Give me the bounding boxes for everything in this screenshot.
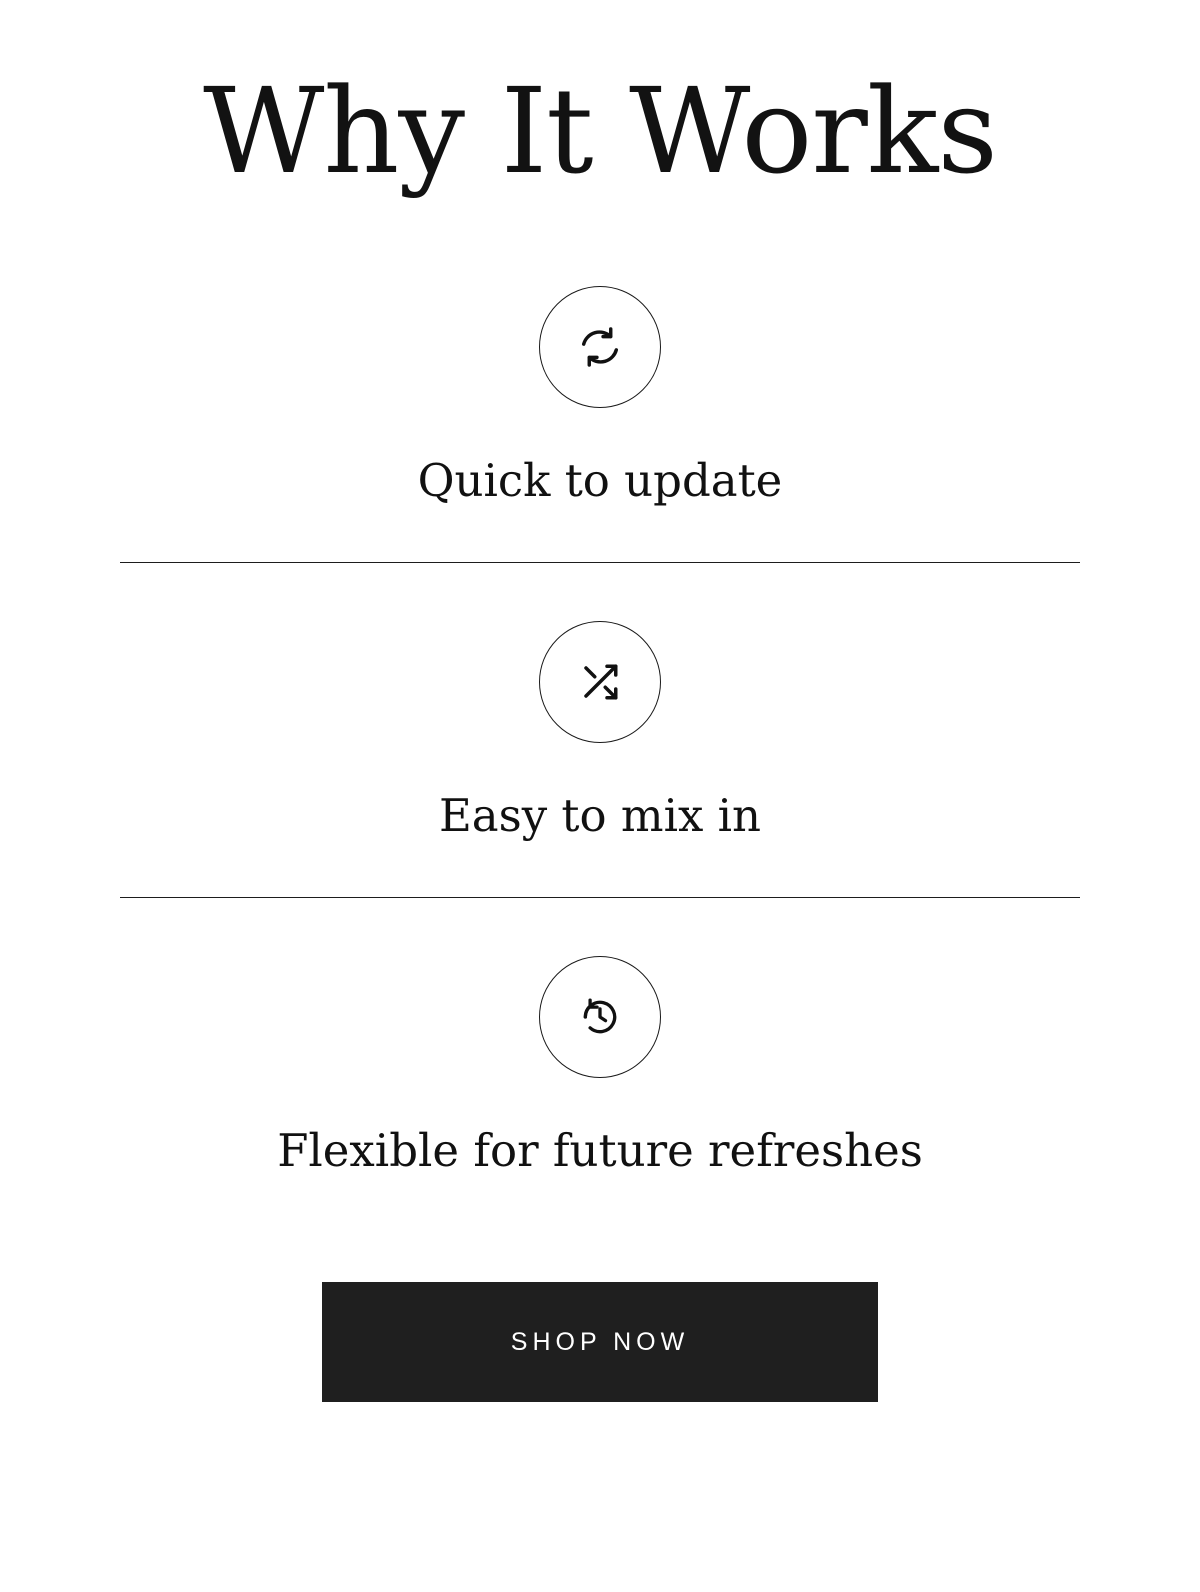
feature-label: Quick to update [417,454,783,507]
clock-rotate-icon [539,956,661,1078]
divider [120,562,1080,563]
feature-list [120,286,1080,1178]
refresh-cycle-icon [539,286,661,408]
cta-container [0,1282,1200,1402]
divider [120,897,1080,898]
feature-label: Flexible for future refreshes [277,1124,923,1177]
feature-label: Easy to mix in [438,789,762,842]
page-title: Why It Works [203,62,997,200]
feature-item [120,956,1080,1178]
feature-item [120,621,1080,843]
feature-item [120,286,1080,508]
shuffle-icon [539,621,661,743]
shop-now-button[interactable]: SHOP NOW [322,1282,878,1402]
